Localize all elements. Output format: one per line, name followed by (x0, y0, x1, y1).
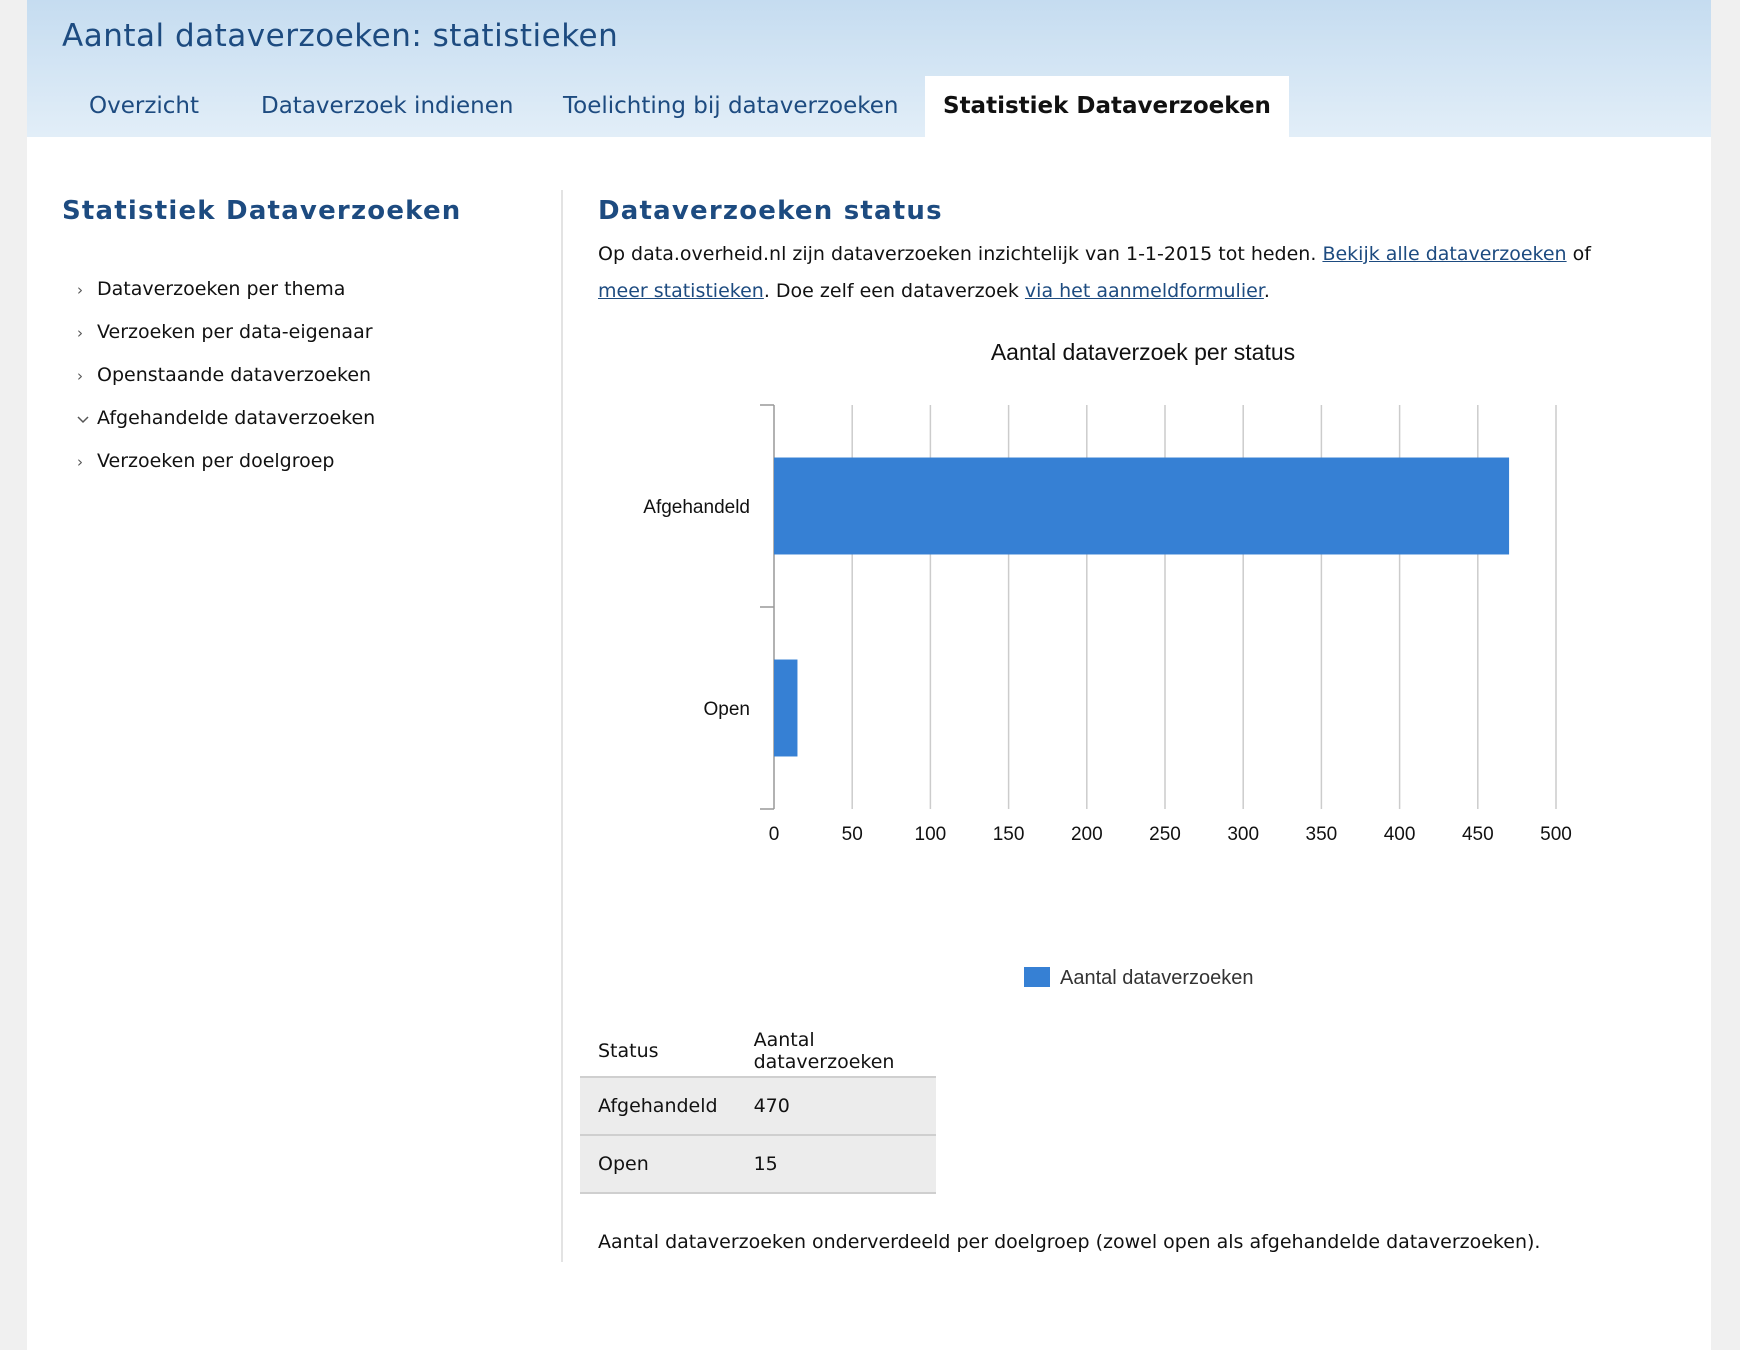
chart-title: Aantal dataverzoek per status (990, 339, 1296, 365)
x-tick-label: 400 (1383, 824, 1416, 845)
page (27, 0, 1711, 1350)
table-header-cell: Status (580, 1026, 736, 1077)
page-title: Aantal dataverzoeken: statistieken (62, 18, 619, 54)
x-tick-label: 450 (1461, 824, 1494, 845)
sidebar-item-openstaande[interactable] (77, 360, 371, 390)
tab-overzicht[interactable]: Overzicht (89, 93, 200, 119)
column-divider (561, 190, 563, 1262)
tab-dataverzoek-indienen[interactable]: Dataverzoek indienen (261, 93, 514, 119)
x-tick-label: 150 (992, 824, 1025, 845)
y-category-label: Afgehandeld (643, 497, 750, 518)
sidebar-item-label: Dataverzoeken per thema (97, 278, 346, 300)
legend-swatch (1024, 967, 1050, 987)
x-tick-label: 0 (768, 824, 780, 845)
chevron-down-icon (77, 404, 97, 434)
intro-text-part: of (1566, 243, 1591, 265)
section-title: Dataverzoeken status (598, 196, 943, 226)
status-table (580, 1026, 936, 1194)
chart-bars (774, 458, 1509, 757)
intro-text-part: . Doe zelf een dataverzoek (763, 280, 1025, 302)
sidebar-item-per-thema[interactable] (77, 274, 345, 304)
legend-label: Aantal dataverzoeken (1060, 967, 1254, 989)
chart-y-categories (643, 497, 750, 720)
chevron-right-icon: › (77, 453, 83, 471)
sidebar-title: Statistiek Dataverzoeken (62, 196, 462, 226)
y-category-label: Open (703, 699, 750, 720)
link-alle-dataverzoeken[interactable]: Bekijk alle dataverzoeken (1322, 243, 1567, 265)
table-cell: 15 (736, 1135, 936, 1193)
link-meer-statistieken[interactable]: meer statistieken (598, 280, 764, 302)
intro-text-part: . (1263, 280, 1270, 302)
sidebar-item-per-data-eigenaar[interactable] (77, 317, 373, 347)
bar-open (774, 660, 797, 757)
x-tick-label: 50 (841, 824, 863, 845)
x-tick-label: 500 (1540, 824, 1572, 845)
x-tick-label: 200 (1070, 824, 1103, 845)
intro-text-part: Op data.overheid.nl zijn dataverzoeken inzichtelijk van 1-1-2015 tot heden. (598, 243, 1323, 265)
chevron-right-icon: › (77, 324, 83, 342)
sidebar-item-label: Afgehandelde dataverzoeken (97, 407, 376, 429)
bar-chart (598, 335, 1658, 1005)
sidebar-item-afgehandelde[interactable] (77, 403, 375, 433)
footnote: Aantal dataverzoeken onderverdeeld per doelgroep (zowel open als afgehandelde dataverzoeken). (598, 1231, 1541, 1253)
tab-statistiek[interactable]: Statistiek Dataverzoeken (925, 76, 1289, 137)
header (27, 0, 1711, 137)
x-tick-label: 100 (914, 824, 947, 845)
table-header-cell: Aantal dataverzoeken (736, 1026, 936, 1077)
chart-x-ticks (769, 824, 1572, 845)
chevron-right-icon: › (77, 281, 83, 299)
sidebar-item-label: Verzoeken per data-eigenaar (97, 321, 373, 343)
x-tick-label: 300 (1227, 824, 1260, 845)
table-cell: 470 (736, 1077, 936, 1135)
table-header-row (580, 1026, 936, 1077)
sidebar-item-per-doelgroep[interactable] (77, 446, 335, 476)
chart-legend (1024, 967, 1253, 989)
table-row (580, 1135, 936, 1193)
sidebar-item-label: Verzoeken per doelgroep (97, 450, 335, 472)
intro-text (598, 236, 1598, 310)
table-cell: Afgehandeld (580, 1077, 736, 1135)
tab-toelichting[interactable]: Toelichting bij dataverzoeken (563, 93, 899, 119)
x-tick-label: 350 (1305, 824, 1338, 845)
x-tick-label: 250 (1149, 824, 1181, 845)
table-cell: Open (580, 1135, 736, 1193)
bar-afgehandeld (774, 458, 1509, 555)
table-row (580, 1077, 936, 1135)
link-aanmeldformulier[interactable]: via het aanmeldformulier (1024, 280, 1264, 302)
sidebar-item-label: Openstaande dataverzoeken (97, 364, 372, 386)
chevron-right-icon: › (77, 367, 83, 385)
